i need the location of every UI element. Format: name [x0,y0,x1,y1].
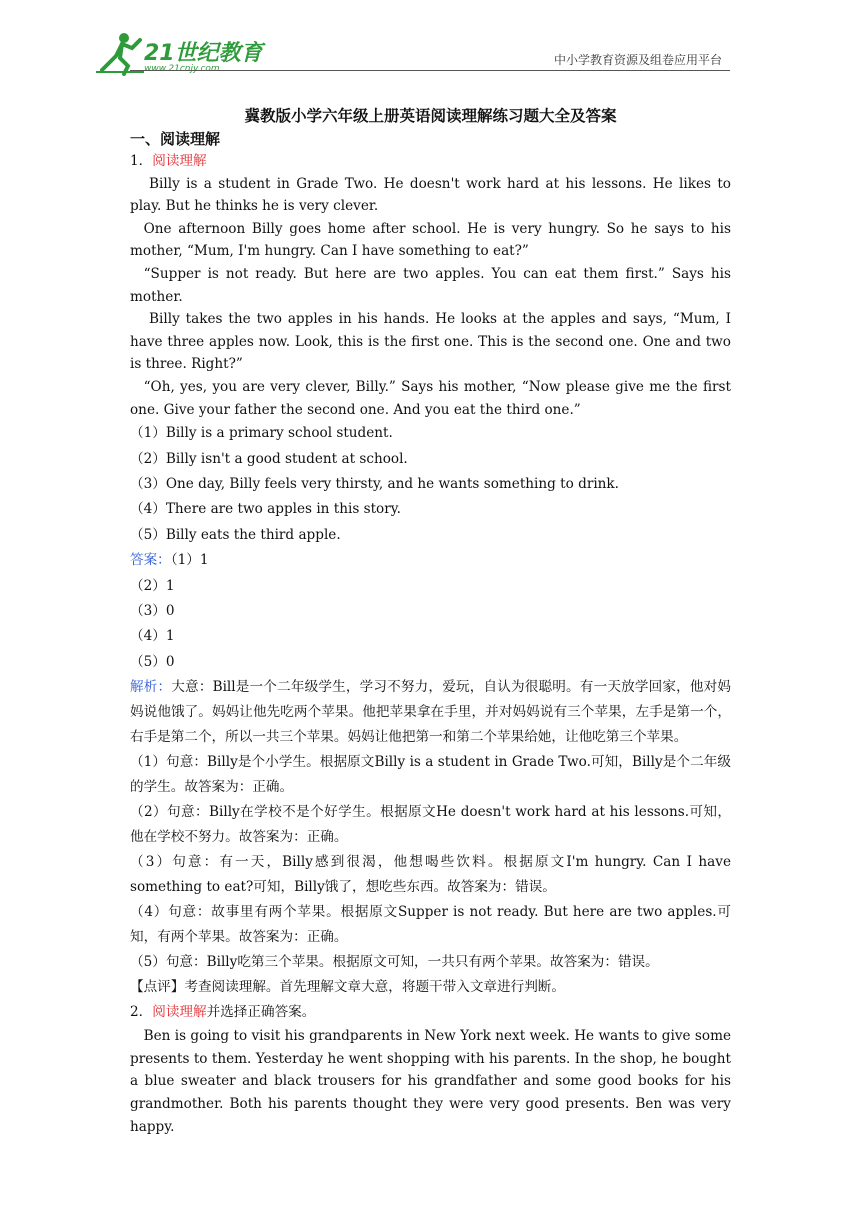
analysis-item: （4）句意：故事里有两个苹果。根据原文Supper is not ready. But here are two apples.可知，有两个苹果。故答案为：正确。 [130,904,731,946]
analysis-item: （2）句意：Billy在学校不是个好学生。根据原文He doesn't work hard at his lessons.可知，他在学校不努力。故答案为：正确。 [130,804,731,846]
passage-paragraph: “Supper is not ready. But here are two apples. You can eat them first.” Says his mother. [130,265,731,305]
passage-paragraph: “Oh, yes, you are very clever, Billy.” Says his mother, “Now please give me the first one. Give your father the second one. And you eat the third one.” [130,378,731,418]
document-title: 冀教版小学六年级上册英语阅读理解练习题大全及答案 [244,106,617,125]
passage-paragraph: One afternoon Billy goes home after school. He is very hungry. So he says to his mother, “Mum, I'm hungry. Can I have something to eat?” [130,220,731,260]
question-number: 1． [130,153,153,169]
question-number: 2． [130,1004,153,1021]
answer-item: （5）0 [130,653,175,670]
passage-paragraph: Billy takes the two apples in his hands. He looks at the apples and says, “Mum, I have three apples now. Look, this is the first one. This is the second one. One and two is three. Right?” [130,311,731,373]
answer-item: （1）1 [170,552,209,569]
answer-item: （4）1 [130,628,175,645]
question-label-suffix: 并选择正确答案。 [206,1004,316,1021]
platform-name: 中小学教育资源及组卷应用平台 [553,53,722,67]
passage-paragraph: Ben is going to visit his grandparents in New York next week. He wants to give some presents to them. Yesterday he went shopping with his parents. In the shop, he bought a blue sweater and black trousers for his grandfather and some good books for his grandmother. Both his parents thought they were very good presents. Ben was very happy. [130,1028,731,1135]
question-label: 阅读理解 [152,153,207,169]
statement: （5）Billy eats the third apple. [130,526,341,543]
analysis-label: 解析： [130,679,172,696]
section-heading: 一、阅读理解 [130,130,221,148]
answer-label: 答案： [130,552,171,569]
logo-text: 21世纪教育 [144,41,263,66]
statement: （2）Billy isn't a good student at school. [130,450,408,467]
question-2-heading [130,1000,731,1025]
answer-line [130,548,731,573]
analysis-item: （3）句意：有一天，Billy感到很渴，他想喝些饮料。根据原文I'm hungry. Can I have something to eat?可知，Billy饿了，想吃些东西。故答案为：错误。 [130,854,731,896]
statement: （3）One day, Billy feels very thirsty, and he wants something to drink. [130,475,619,492]
analysis-text: 大意：Bill是一个二年级学生，学习不努力，爱玩，自认为很聪明。有一天放学回家，他对妈妈说他饿了。妈妈让他先吃两个苹果。他把苹果拿在手里，并对妈妈说有三个苹果，左手是第一个，右手是第二个，所以一共三个苹果。妈妈让他把第一和第二个苹果给她，让他吃第三个苹果。 [130,679,732,746]
answer-item: （3）0 [130,602,175,619]
statement: （1）Billy is a primary school student. [130,425,393,442]
comment: 【点评】考查阅读理解。首先理解文章大意，将题干带入文章进行判断。 [130,979,565,996]
document-body [130,104,731,1138]
header-divider [130,70,730,71]
answer-item: （2）1 [130,577,175,594]
logo-url: www.21cnjy.com [144,64,220,74]
analysis-item: （5）句意：Billy吃第三个苹果。根据原文可知，一共只有两个苹果。故答案为：错误。 [130,954,659,971]
analysis-intro [130,675,731,750]
passage-paragraph: Billy is a student in Grade Two. He doesn't work hard at his lessons. He likes to play. But he thinks he is very clever. [130,175,731,215]
page-header [0,0,860,80]
question-1-heading [130,150,731,173]
analysis-item: （1）句意：Billy是个小学生。根据原文Billy is a student in Grade Two.可知，Billy是个二年级的学生。故答案为：正确。 [130,754,731,796]
question-label: 阅读理解 [152,1004,207,1021]
statement: （4）There are two apples in this story. [130,501,401,518]
